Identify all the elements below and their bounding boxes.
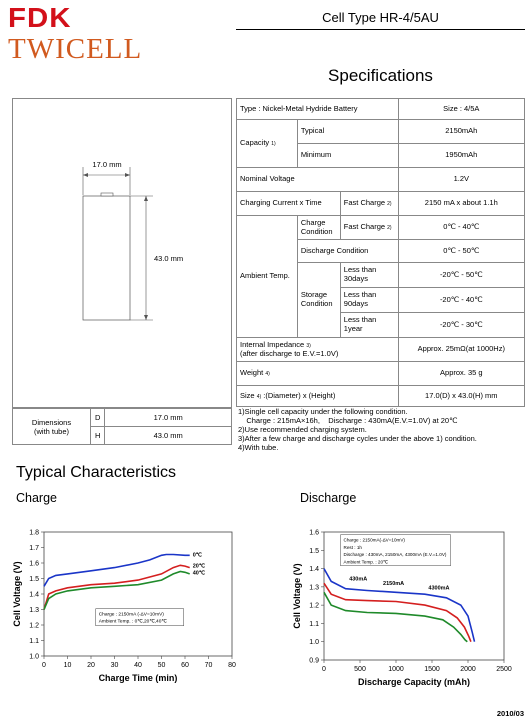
spec-storage-1y-label: Less than 1year [340, 313, 398, 338]
y-tick-label: 1.1 [309, 620, 319, 628]
discharge-heading: Discharge [300, 491, 357, 505]
x-tick-label: 500 [354, 666, 366, 673]
footnotes [238, 407, 528, 452]
spec-storage-condition-label: Storage Condition [297, 263, 340, 338]
annotation-text: Ambient Temp. : 0℃,20℃,40℃ [98, 619, 167, 625]
x-tick-label: 0 [322, 666, 326, 673]
spec-size-label: Size 4) :(Diameter) x (Height) [237, 386, 399, 407]
dimension-d-key: D [91, 409, 105, 427]
y-tick-label: 1.0 [29, 653, 39, 661]
spec-impedance-label: Internal Impedance 3) (after discharge to E.V.=1.0V) [237, 338, 399, 362]
x-tick-label: 20 [87, 662, 95, 669]
y-tick-label: 1.4 [309, 566, 319, 574]
x-tick-label: 80 [228, 662, 236, 669]
annotation-text: Charge : 2150mA (-ΔV=10mV) [98, 612, 164, 618]
plot-frame [44, 532, 232, 656]
spec-charge-temp-value: 0℃ - 40℃ [398, 216, 524, 240]
x-axis-label: Discharge Capacity (mAh) [357, 677, 471, 687]
spec-weight-label: Weight 4) [237, 362, 399, 386]
spec-ambient-label: Ambient Temp. [237, 216, 298, 338]
series-label: 40℃ [192, 570, 206, 577]
dimension-h-key: H [91, 427, 105, 445]
series-label: 2150mA [383, 581, 405, 588]
y-tick-label: 1.2 [309, 602, 319, 610]
series-label: 0℃ [192, 552, 202, 559]
dimensions-label: Dimensions (with tube) [13, 409, 91, 445]
spec-minimum-value: 1950mAh [398, 144, 524, 168]
y-axis-label: Cell Voltage (V) [292, 563, 302, 629]
footnote: 3)After a few charge and discharge cycles under the above 1) condition. [238, 434, 477, 443]
series-label: 20℃ [192, 563, 206, 570]
y-tick-label: 1.3 [309, 584, 319, 592]
x-tick-label: 70 [204, 662, 213, 669]
spec-typical-value: 2150mAh [398, 120, 524, 144]
x-tick-label: 60 [181, 662, 189, 669]
spec-weight-value: Approx. 35 g [398, 362, 524, 386]
dimension-h-value: 43.0 mm [105, 427, 232, 445]
y-tick-label: 1.2 [29, 622, 39, 630]
typical-characteristics-heading: Typical Characteristics [16, 464, 177, 481]
height-label: 43.0 mm [154, 254, 184, 263]
x-tick-label: 40 [134, 662, 142, 669]
fdk-logo: FDK [8, 2, 72, 33]
cell-drawing-box [12, 98, 232, 408]
x-tick-label: 1500 [424, 666, 440, 673]
annotation-text: Rest : 1h [343, 544, 362, 550]
cell-body [83, 196, 130, 320]
spec-typical-label: Typical [297, 120, 398, 144]
footnote: 2)Use recommended charging system. [238, 425, 367, 434]
spec-nominal-voltage-value: 1.2V [398, 168, 524, 192]
spec-charging-current-label: Charging Current x Time [237, 192, 341, 216]
annotation-text: Discharge : 430mA, 2150mA, 4300mA (E.V.=1.0V) [343, 552, 447, 558]
discharge-chart [292, 520, 526, 698]
y-tick-label: 1.4 [29, 591, 39, 599]
spec-size: Size : 4/5A [398, 99, 524, 120]
spec-impedance-value: Approx. 25mΩ(at 1000Hz) [398, 338, 524, 362]
specifications-heading: Specifications [328, 66, 433, 85]
y-tick-label: 1.5 [309, 547, 319, 555]
title-underline [236, 29, 525, 30]
spec-storage-1y-value: -20℃ - 30℃ [398, 313, 524, 338]
x-tick-label: 2500 [496, 666, 512, 673]
y-axis-label: Cell Voltage (V) [12, 561, 22, 627]
annotation-text: Ambient Temp. : 20℃ [343, 559, 389, 565]
spec-size-value: 17.0(D) x 43.0(H) mm [398, 386, 524, 407]
x-tick-label: 2000 [460, 666, 476, 673]
width-label: 17.0 mm [92, 160, 122, 169]
spec-fast-charge-value: 2150 mA x about 1.1h [398, 192, 524, 216]
document-date: 2010/03 [496, 709, 524, 718]
spec-storage-90-value: -20℃ - 40℃ [398, 288, 524, 313]
spec-discharge-temp-value: 0℃ - 50℃ [398, 240, 524, 263]
dimension-d-value: 17.0 mm [105, 409, 232, 427]
annotation-text: Charge : 2150mA(-ΔV=10mV) [343, 537, 405, 543]
spec-storage-30-label: Less than 30days [340, 263, 398, 288]
spec-nominal-voltage-label: Nominal Voltage [237, 168, 399, 192]
y-tick-label: 0.9 [309, 657, 319, 665]
y-tick-label: 1.3 [29, 607, 39, 614]
footnote: 1)Single cell capacity under the following condition. [238, 407, 408, 416]
dimensions-table [12, 408, 232, 445]
spec-discharge-condition-label: Discharge Condition [297, 240, 398, 263]
footnote: 4)With tube. [238, 443, 279, 452]
spec-capacity-label: Capacity 1) [237, 120, 298, 168]
x-axis-label: Charge Time (min) [98, 673, 178, 683]
cell-drawing [13, 99, 231, 407]
x-tick-label: 10 [63, 662, 72, 669]
y-tick-label: 1.6 [29, 560, 39, 568]
y-tick-label: 1.6 [309, 529, 319, 537]
y-tick-label: 1.5 [29, 576, 39, 583]
spec-storage-90-label: Less than 90days [340, 288, 398, 313]
spec-minimum-label: Minimum [297, 144, 398, 168]
x-tick-label: 50 [157, 662, 166, 669]
y-tick-label: 1.1 [29, 638, 39, 645]
footnote: Charge : 215mA×16h, Discharge : 430mA(E.V.=1.0V) at 20℃ [238, 416, 458, 425]
spec-charge-condition-label: Charge Condition [297, 216, 340, 240]
charge-chart [8, 520, 244, 698]
spec-storage-30-value: -20℃ - 50℃ [398, 263, 524, 288]
x-tick-label: 0 [42, 662, 46, 669]
cell-type-title: Cell Type HR-4/5AU [322, 10, 439, 25]
y-tick-label: 1.8 [29, 529, 39, 537]
x-tick-label: 30 [110, 662, 119, 669]
specifications-table [236, 98, 525, 407]
charge-heading: Charge [16, 491, 57, 505]
spec-fast-charge-label: Fast Charge 2) [340, 192, 398, 216]
series-label: 430mA [349, 576, 368, 583]
x-tick-label: 1000 [388, 666, 404, 673]
spec-type: Type : Nickel-Metal Hydride Battery [237, 99, 399, 120]
twicell-logo: TWICELL [8, 33, 143, 65]
y-tick-label: 1.0 [309, 639, 319, 647]
series-label: 4300mA [428, 585, 450, 592]
y-tick-label: 1.7 [29, 545, 39, 552]
spec-fast-charge-label-2: Fast Charge 2) [340, 216, 398, 240]
cell-terminal [101, 193, 113, 196]
